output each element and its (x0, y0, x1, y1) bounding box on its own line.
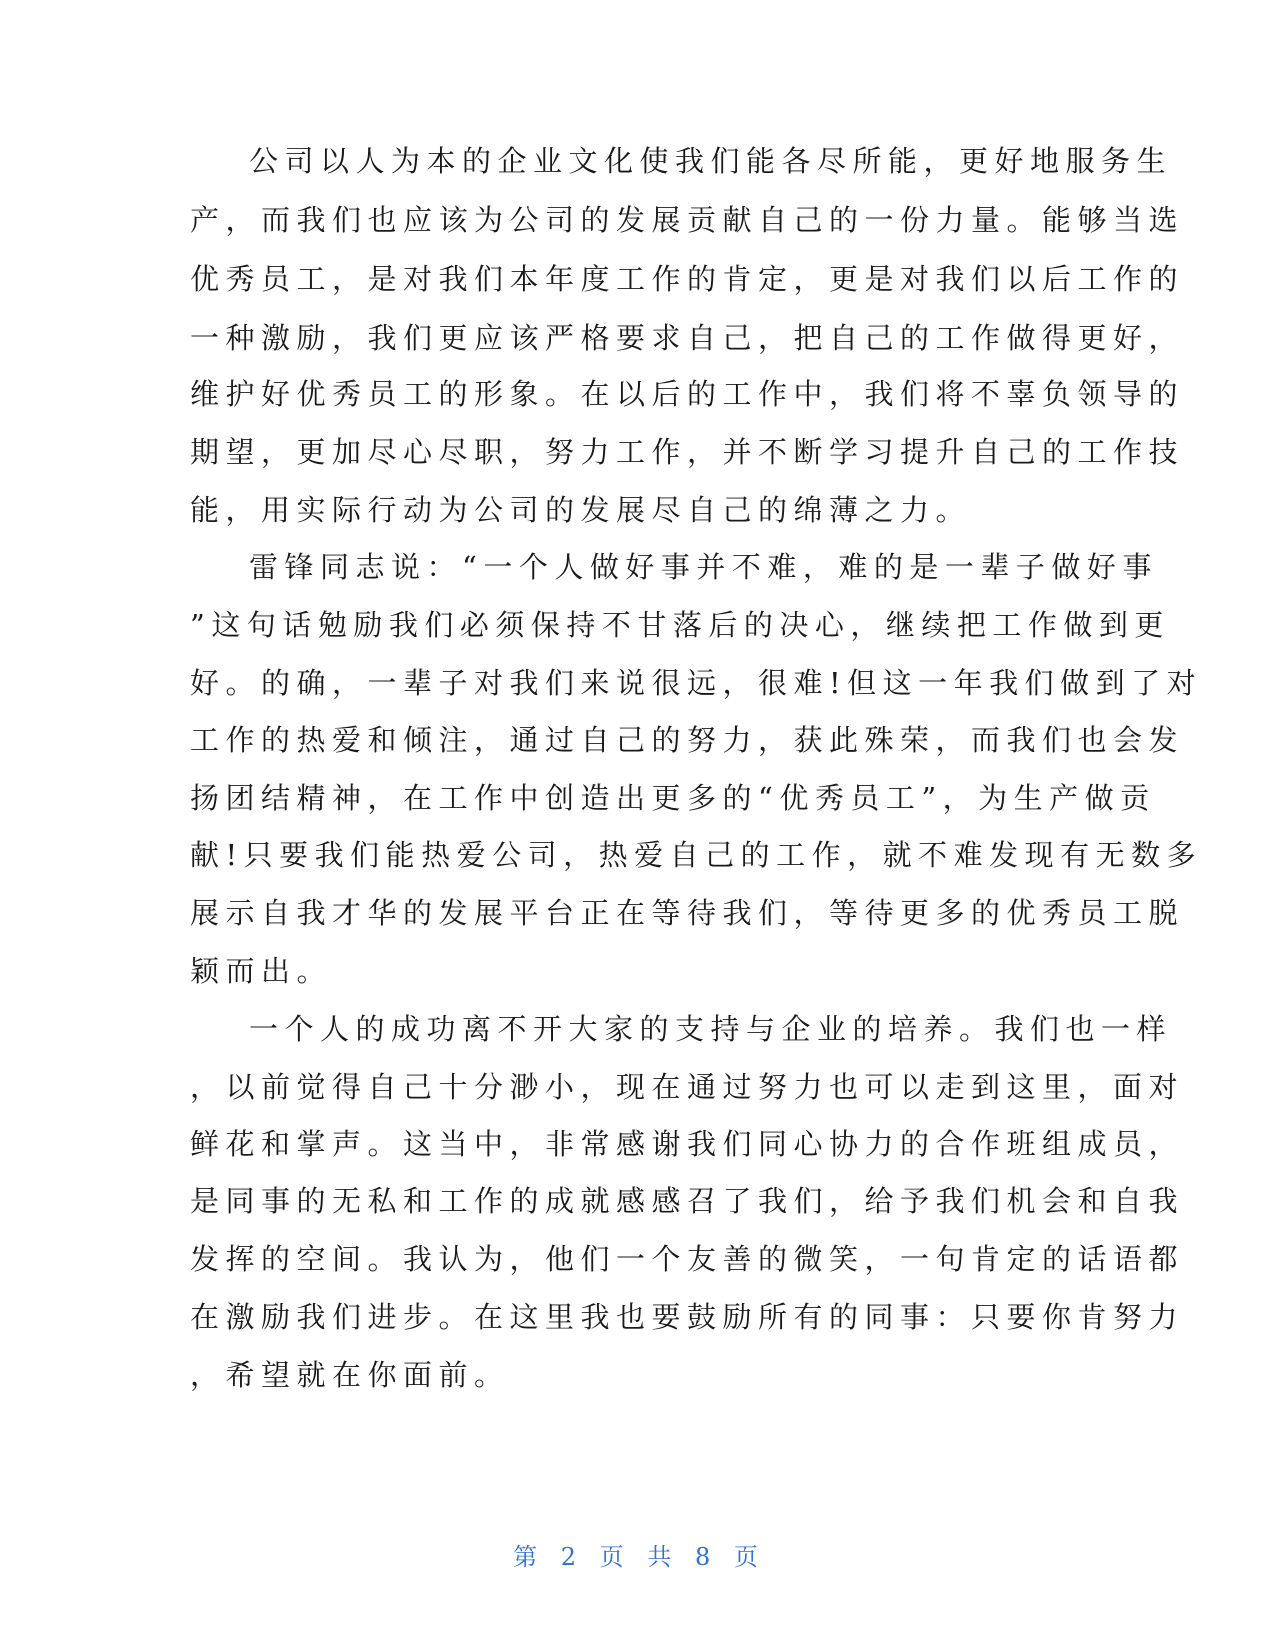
page-footer (0, 1537, 1275, 1572)
paragraph-2-line-1: 雷锋同志说：“一个人做好事并不难，难的是一辈子做好事 (249, 550, 1158, 584)
paragraph-1-line-2: 产，而我们也应该为公司的发展贡献自己的一份力量。能够当选 (190, 203, 1185, 237)
paragraph-1-line-3: 优秀员工，是对我们本年度工作的肯定，更是对我们以后工作的 (190, 262, 1185, 296)
paragraph-3-line-3: 鲜花和掌声。这当中，非常感谢我们同心协力的合作班组成员， (190, 1127, 1185, 1161)
paragraph-3-line-1: 一个人的成功离不开大家的支持与企业的培养。我们也一样 (249, 1012, 1173, 1046)
paragraph-3-line-5: 发挥的空间。我认为，他们一个友善的微笑，一句肯定的话语都 (190, 1242, 1185, 1276)
paragraph-2-line-4: 工作的热爱和倾注，通过自己的努力，获此殊荣，而我们也会发 (190, 723, 1185, 757)
paragraph-1-line-7: 能，用实际行动为公司的发展尽自己的绵薄之力。 (190, 493, 972, 527)
paragraph-2-line-5: 扬团结精神，在工作中创造出更多的“优秀员工”，为生产做贡 (190, 781, 1156, 815)
paragraph-3-line-7: ，希望就在你面前。 (190, 1358, 510, 1392)
paragraph-3-line-4: 是同事的无私和工作的成就感感召了我们，给予我们机会和自我 (190, 1184, 1185, 1218)
paragraph-1-line-5: 维护好优秀员工的形象。在以后的工作中，我们将不辜负领导的 (190, 377, 1185, 411)
paragraph-1-line-6: 期望，更加尽心尽职，努力工作，并不断学习提升自己的工作技 (190, 435, 1185, 469)
footer-total-pages: 8 (694, 1543, 715, 1571)
footer-page-word: 页 (599, 1543, 628, 1571)
footer-current-page: 2 (560, 1543, 581, 1571)
paragraph-2-line-6: 献!只要我们能热爱公司，热爱自己的工作，就不难发现有无数多 (190, 838, 1203, 872)
footer-total-word: 共 (647, 1543, 676, 1571)
footer-suffix: 页 (733, 1543, 762, 1571)
footer-prefix: 第 (513, 1543, 542, 1571)
paragraph-3-line-6: 在激励我们进步。在这里我也要鼓励所有的同事：只要你肯努力 (190, 1300, 1185, 1334)
paragraph-2-line-7: 展示自我才华的发展平台正在等待我们，等待更多的优秀员工脱 (190, 896, 1185, 930)
paragraph-2-line-3: 好。的确，一辈子对我们来说很远，很难!但这一年我们做到了对 (190, 666, 1203, 700)
paragraph-3-line-2: ，以前觉得自己十分渺小，现在通过努力也可以走到这里，面对 (190, 1070, 1185, 1104)
paragraph-2-line-8: 颖而出。 (190, 954, 333, 988)
paragraph-1-line-1: 公司以人为本的企业文化使我们能各尽所能，更好地服务生 (249, 144, 1173, 178)
paragraph-1-line-4: 一种激励，我们更应该严格要求自己，把自己的工作做得更好， (190, 321, 1185, 355)
paragraph-2-line-2: ”这句话勉励我们必须保持不甘落后的决心，继续把工作做到更 (190, 608, 1170, 642)
